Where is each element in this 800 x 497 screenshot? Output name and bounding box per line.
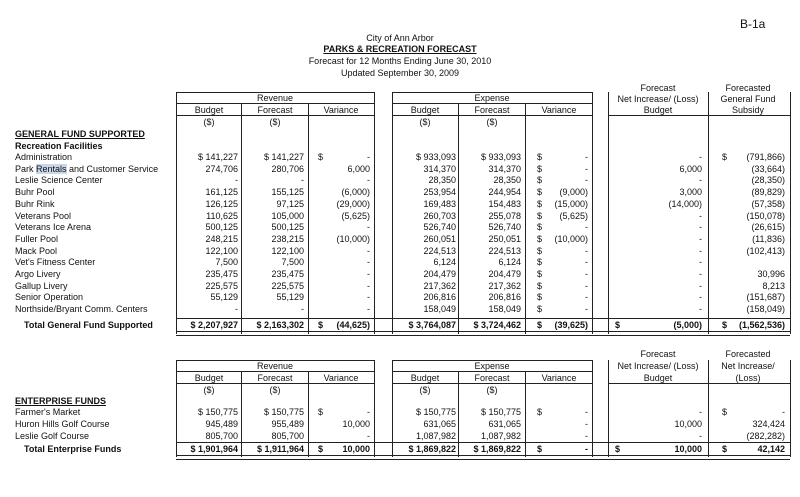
ef-subsidy: - <box>782 407 785 417</box>
gf-exp-budget: 204,479 <box>423 269 456 279</box>
gf-exp-forecast: 206,816 <box>488 292 521 303</box>
ef-exp-budget-unit: ($) <box>419 385 431 395</box>
ef-rev-forecast-unit: ($) <box>269 385 281 395</box>
ef-total-rev-forecast: $ 1,911,964 <box>256 444 304 454</box>
ef-total-net-budget: 10,000 <box>674 444 702 454</box>
ef-rev-budget: 945,489 <box>205 419 238 429</box>
gf-subsidy: (57,358) <box>751 198 785 209</box>
gf-row-name-part: Senior Operation <box>15 292 84 303</box>
gf-exp-forecast: 217,362 <box>488 280 521 291</box>
gf-row-name-part: Fuller Pool <box>15 233 59 244</box>
ef-net-header-2: Net Increase/ (Loss) <box>617 361 699 371</box>
ef-row-name: Leslie Golf Course <box>15 431 90 441</box>
gf-exp-forecast: 244,954 <box>488 187 521 198</box>
gf-total-exp-variance-sign: $ <box>537 320 543 330</box>
gf-exp-budget: $ 933,093 <box>415 152 456 162</box>
gf-rev-forecast: 105,000 <box>271 210 304 221</box>
ef-revenue-header: Revenue <box>256 361 294 371</box>
gf-exp-variance-sign: $ <box>537 245 543 256</box>
gf-total-exp-budget: $ 3,764,087 <box>408 320 456 330</box>
gf-rev-variance: - <box>367 292 370 303</box>
gf-net-budget: - <box>699 304 702 315</box>
gf-total-rev-variance: (44,625) <box>336 320 370 330</box>
gf-expense-header: Expense <box>474 93 510 103</box>
gf-exp-variance: (9,000) <box>559 187 588 198</box>
gf-rev-forecast: 122,100 <box>271 245 304 256</box>
gf-row-name-part: Veterans Pool <box>15 210 72 221</box>
gf-exp-variance-sign: $ <box>537 198 543 209</box>
gf-exp-variance: - <box>585 304 588 315</box>
gf-rev-variance: - <box>367 152 370 162</box>
gf-exp-budget-unit: ($) <box>419 117 431 127</box>
gf-rev-forecast: 238,215 <box>271 233 304 244</box>
ef-total-exp-budget: $ 1,869,822 <box>408 444 456 454</box>
ef-loss-header-3: (Loss) <box>735 373 761 383</box>
gf-rev-variance: 6,000 <box>347 163 370 174</box>
gf-row-name-highlight: Rentals <box>36 163 67 174</box>
city-name: City of Ann Arbor <box>366 33 434 43</box>
gf-row-name <box>15 152 72 163</box>
gf-rev-variance: (6,000) <box>341 187 370 198</box>
gf-rev-variance: - <box>367 280 370 291</box>
gf-net-budget: 6,000 <box>679 163 702 174</box>
gf-exp-budget: 28,350 <box>428 175 456 186</box>
gf-exp-forecast: 158,049 <box>488 304 521 315</box>
gf-rev-forecast: 225,575 <box>271 280 304 291</box>
gf-exp-budget: 526,740 <box>423 222 456 233</box>
gf-row-name <box>15 304 148 315</box>
gf-subsidy: (102,413) <box>746 245 785 256</box>
ef-rev-variance-label: Variance <box>323 373 359 383</box>
gf-exp-budget: 314,370 <box>423 163 456 174</box>
gf-total-rev-forecast: $ 2,163,302 <box>256 320 304 330</box>
gf-row-name <box>15 164 158 175</box>
gf-exp-variance-sign: $ <box>537 269 543 279</box>
gf-rev-budget: - <box>235 304 238 315</box>
gf-rev-forecast-label: Forecast <box>257 105 293 115</box>
ef-total-row-name: Total Enterprise Funds <box>24 444 122 454</box>
ef-total-exp-variance-sign: $ <box>537 444 543 454</box>
gf-exp-budget: 253,954 <box>423 187 456 198</box>
gf-net-header-1: Forecast <box>640 83 676 93</box>
ef-rev-forecast: $ 150,775 <box>263 407 304 417</box>
gf-rev-forecast: - <box>301 304 304 315</box>
gf-exp-budget: 206,816 <box>423 292 456 303</box>
gf-row-name-part: Leslie Science Center <box>15 175 103 186</box>
gf-exp-variance: (5,625) <box>559 210 588 221</box>
gf-rev-variance-label: Variance <box>323 105 359 115</box>
gf-exp-variance-sign: $ <box>537 304 543 315</box>
ef-exp-budget: 1,087,982 <box>415 431 456 441</box>
gf-revenue-header: Revenue <box>256 93 294 103</box>
gf-exp-forecast-label: Forecast <box>474 105 510 115</box>
gf-net-budget: - <box>699 280 702 291</box>
ef-exp-budget: $ 150,775 <box>415 407 456 417</box>
gf-rev-budget: 7,500 <box>215 257 238 268</box>
gf-row-name <box>15 187 55 198</box>
gf-rev-budget: 235,475 <box>205 269 238 279</box>
ef-rev-budget: 805,700 <box>205 431 238 441</box>
report-title: PARKS & RECREATION FORECAST <box>323 44 477 54</box>
gf-exp-variance: - <box>585 152 588 162</box>
gf-exp-forecast-unit: ($) <box>486 117 498 127</box>
gf-rev-budget: 126,125 <box>205 198 238 209</box>
ef-rev-budget-label: Budget <box>194 373 224 383</box>
gf-row-name-part: Argo Livery <box>15 269 61 279</box>
gf-total-net-sign: $ <box>615 320 621 330</box>
ef-exp-variance: - <box>585 431 588 441</box>
ef-section-title: ENTERPRISE FUNDS <box>15 396 107 406</box>
ef-exp-forecast-unit: ($) <box>486 385 498 395</box>
gf-subsidy: 8,213 <box>762 280 785 291</box>
gf-exp-forecast: 526,740 <box>488 222 521 233</box>
ef-exp-forecast: 1,087,982 <box>480 431 521 441</box>
gf-rev-forecast: 7,500 <box>281 257 304 268</box>
gf-rev-variance: - <box>367 269 370 279</box>
gf-rev-variance: - <box>367 304 370 315</box>
gf-net-budget: - <box>699 257 702 268</box>
gf-rev-variance-sign: $ <box>318 152 324 162</box>
ef-exp-variance-sign: $ <box>537 407 543 417</box>
gf-rev-forecast: $ 141,227 <box>263 152 304 162</box>
gf-subsidy-sign: $ <box>722 152 728 162</box>
gf-exp-variance: (15,000) <box>554 198 588 209</box>
ef-subsidy: (282,282) <box>746 431 785 441</box>
gf-total-rev-variance-sign: $ <box>318 320 324 330</box>
gf-rev-forecast: 280,706 <box>271 163 304 174</box>
gf-rev-forecast: 97,125 <box>276 198 304 209</box>
gf-row-name <box>15 269 61 280</box>
gf-rev-budget: 110,625 <box>206 210 238 221</box>
ef-rev-budget-unit: ($) <box>203 385 215 395</box>
gf-row-name-part: Administration <box>15 152 73 162</box>
ef-net-budget: - <box>699 407 702 417</box>
ef-subsidy-sign: $ <box>722 407 728 417</box>
gf-exp-budget: 217,362 <box>423 280 456 291</box>
ef-total-net-sign: $ <box>615 444 621 454</box>
gf-rev-variance: (29,000) <box>336 198 370 209</box>
gf-rev-variance: - <box>367 245 370 256</box>
gf-rev-variance: - <box>367 222 370 233</box>
gf-exp-variance: - <box>585 292 588 303</box>
gf-subsection-title: Recreation Facilities <box>15 141 103 151</box>
gf-net-budget: - <box>699 152 702 162</box>
gf-exp-forecast: 224,513 <box>488 245 521 256</box>
ef-rev-variance-sign: $ <box>318 407 324 417</box>
gf-row-name <box>15 246 57 257</box>
gf-row-name <box>15 234 58 245</box>
ef-total-rev-budget: $ 1,901,964 <box>190 444 238 454</box>
gf-row-name <box>15 257 95 268</box>
gf-exp-forecast: 250,051 <box>488 233 521 244</box>
gf-rev-budget-label: Budget <box>194 105 224 115</box>
ef-total-rev-variance-sign: $ <box>318 444 324 454</box>
gf-total-subsidy: (1,562,536) <box>738 320 785 330</box>
ef-rev-variance: 10,000 <box>342 419 370 429</box>
gf-exp-variance: (10,000) <box>554 233 588 244</box>
gf-exp-budget: 158,049 <box>423 304 456 315</box>
gf-row-name-part: Park <box>15 163 37 174</box>
gf-exp-variance-sign: $ <box>537 292 543 303</box>
gf-rev-forecast: 155,125 <box>271 187 304 198</box>
ef-net-header-1: Forecast <box>640 349 676 359</box>
ef-exp-variance-label: Variance <box>541 373 577 383</box>
ef-rev-forecast: 955,489 <box>271 419 304 429</box>
gf-net-header-3: Budget <box>643 105 673 115</box>
report-subtitle: Forecast for 12 Months Ending June 30, 2010 <box>308 56 492 66</box>
gf-rev-budget: 274,706 <box>205 163 238 174</box>
gf-row-name <box>15 222 91 233</box>
gf-subsidy-header-3: Subsidy <box>731 105 765 115</box>
gf-row-name-part: and Customer Service <box>66 163 159 174</box>
gf-exp-forecast: 154,483 <box>488 198 521 209</box>
gf-exp-variance: - <box>585 222 588 233</box>
gf-row-name-part: Veterans Ice Arena <box>15 222 92 233</box>
ef-total-exp-variance: - <box>585 444 588 454</box>
gf-subsidy-header-2: General Fund <box>720 94 776 104</box>
gf-exp-variance-sign: $ <box>537 175 543 186</box>
gf-row-name <box>15 175 103 186</box>
ef-exp-budget: 631,065 <box>423 419 456 429</box>
gf-subsidy: (151,687) <box>746 292 785 303</box>
gf-subsidy: 30,996 <box>757 269 785 279</box>
gf-total-rev-budget: $ 2,207,927 <box>190 320 238 330</box>
gf-net-header-2: Net Increase/ (Loss) <box>617 94 699 104</box>
gf-total-exp-forecast: $ 3,724,462 <box>473 320 521 330</box>
ef-total-exp-forecast: $ 1,869,822 <box>473 444 521 454</box>
ef-rev-variance: - <box>367 407 370 417</box>
ef-exp-budget-label: Budget <box>410 373 440 383</box>
gf-rev-forecast: - <box>301 175 304 186</box>
ef-subsidy: 324,424 <box>752 419 785 429</box>
gf-net-budget: (14,000) <box>668 198 702 209</box>
gf-exp-variance: - <box>585 175 588 186</box>
gf-rev-budget: 122,100 <box>205 245 238 256</box>
updated-date: Updated September 30, 2009 <box>340 68 460 78</box>
ef-rev-budget: $ 150,775 <box>197 407 238 417</box>
gf-row-name <box>15 292 83 303</box>
ef-exp-forecast-label: Forecast <box>474 373 510 383</box>
gf-exp-variance: - <box>585 280 588 291</box>
gf-net-budget: - <box>699 222 702 233</box>
gf-total-exp-variance: (39,625) <box>554 320 588 330</box>
gf-exp-variance: - <box>585 257 588 268</box>
gf-exp-variance: - <box>585 245 588 256</box>
gf-exp-forecast: 28,350 <box>493 175 521 186</box>
gf-subsidy: (26,615) <box>751 222 785 233</box>
gf-rev-forecast: 500,125 <box>271 222 304 233</box>
gf-row-name <box>15 211 71 222</box>
gf-rev-budget: 225,575 <box>205 280 238 291</box>
ef-rev-forecast: 805,700 <box>271 431 304 441</box>
gf-exp-variance-sign: $ <box>537 163 543 174</box>
gf-row-name-part: Northside/Bryant Comm. Centers <box>15 304 148 315</box>
ef-total-subsidy-sign: $ <box>722 444 728 454</box>
gf-rev-variance: - <box>367 175 370 186</box>
ef-loss-header-2: Net Increase/ <box>721 361 775 371</box>
gf-rev-budget: 500,125 <box>205 222 238 233</box>
ef-rev-variance: - <box>367 431 370 441</box>
ef-exp-variance: - <box>585 419 588 429</box>
gf-net-budget: - <box>699 175 702 186</box>
gf-exp-forecast: 204,479 <box>488 269 521 279</box>
gf-net-budget: - <box>699 210 702 221</box>
gf-rev-budget: - <box>235 175 238 186</box>
gf-exp-budget-label: Budget <box>410 105 440 115</box>
gf-row-name <box>15 281 68 292</box>
ef-row-name: Farmer's Market <box>15 407 81 417</box>
gf-subsidy: (11,836) <box>752 233 785 244</box>
gf-exp-variance-sign: $ <box>537 222 543 233</box>
gf-net-budget: - <box>699 245 702 256</box>
ef-total-rev-variance: 10,000 <box>342 444 370 454</box>
gf-exp-variance-sign: $ <box>537 210 543 221</box>
gf-row-name-part: Gallup Livery <box>15 280 68 291</box>
gf-exp-forecast: $ 933,093 <box>480 152 521 162</box>
gf-section-title: GENERAL FUND SUPPORTED <box>15 129 145 139</box>
gf-rev-variance: (10,000) <box>336 233 370 244</box>
ef-exp-variance: - <box>585 407 588 417</box>
gf-rev-variance: (5,625) <box>341 210 370 221</box>
gf-row-name-part: Buhr Pool <box>15 187 55 198</box>
gf-rev-budget-unit: ($) <box>203 117 215 127</box>
gf-rev-forecast-unit: ($) <box>269 117 281 127</box>
gf-subsidy: (158,049) <box>746 304 785 315</box>
gf-net-budget: 3,000 <box>679 187 702 198</box>
gf-rev-budget: 248,215 <box>205 233 238 244</box>
gf-exp-forecast: 314,370 <box>488 163 521 174</box>
gf-exp-forecast: 6,124 <box>498 257 521 268</box>
gf-row-name-part: Mack Pool <box>15 245 58 256</box>
ef-expense-header: Expense <box>474 361 510 371</box>
gf-exp-variance-label: Variance <box>541 105 577 115</box>
gf-net-budget: - <box>699 233 702 244</box>
gf-exp-forecast: 255,078 <box>488 210 521 221</box>
gf-rev-forecast: 235,475 <box>271 269 304 279</box>
gf-exp-budget: 224,513 <box>423 245 456 256</box>
gf-total-net-budget: (5,000) <box>673 320 702 330</box>
ef-exp-forecast: $ 150,775 <box>480 407 521 417</box>
gf-subsidy: (150,078) <box>746 210 785 221</box>
gf-exp-budget: 169,483 <box>423 198 456 209</box>
gf-subsidy: (791,866) <box>746 152 785 162</box>
gf-subsidy-header-1: Forecasted <box>725 83 771 93</box>
gf-exp-budget: 6,124 <box>433 257 456 268</box>
gf-rev-budget: 55,129 <box>210 292 238 303</box>
gf-exp-budget: 260,051 <box>423 233 456 244</box>
page-id: B-1a <box>740 17 766 31</box>
ef-net-budget: 10,000 <box>674 419 702 429</box>
ef-row-name: Huron Hills Golf Course <box>15 419 110 429</box>
gf-subsidy: (33,664) <box>751 163 785 174</box>
gf-exp-variance-sign: $ <box>537 233 543 244</box>
ef-loss-header-1: Forecasted <box>725 349 771 359</box>
gf-rev-variance: - <box>367 257 370 268</box>
gf-row-name <box>15 199 55 210</box>
gf-rev-forecast: 55,129 <box>276 292 304 303</box>
gf-exp-variance-sign: $ <box>537 187 543 198</box>
gf-total-subsidy-sign: $ <box>722 320 728 330</box>
ef-net-header-3: Budget <box>643 373 673 383</box>
ef-net-budget: - <box>699 431 702 441</box>
ef-total-subsidy: 42,142 <box>757 444 785 454</box>
gf-exp-variance-sign: $ <box>537 152 543 162</box>
gf-subsidy: (28,350) <box>751 175 785 186</box>
gf-net-budget: - <box>699 292 702 303</box>
gf-net-budget: - <box>699 269 702 279</box>
gf-exp-variance-sign: $ <box>537 280 543 291</box>
gf-exp-variance-sign: $ <box>537 257 543 268</box>
gf-rev-budget: 161,125 <box>205 187 238 198</box>
ef-rev-forecast-label: Forecast <box>257 373 293 383</box>
gf-exp-variance: - <box>585 269 588 279</box>
gf-exp-variance: - <box>585 163 588 174</box>
gf-total-row-name: Total General Fund Supported <box>24 320 153 330</box>
gf-subsidy: (89,829) <box>751 187 785 198</box>
ef-exp-forecast: 631,065 <box>488 419 521 429</box>
gf-row-name-part: Buhr Rink <box>15 198 55 209</box>
gf-rev-budget: $ 141,227 <box>197 152 238 162</box>
gf-row-name-part: Vet's Fitness Center <box>15 257 96 268</box>
gf-exp-budget: 260,703 <box>423 210 456 221</box>
